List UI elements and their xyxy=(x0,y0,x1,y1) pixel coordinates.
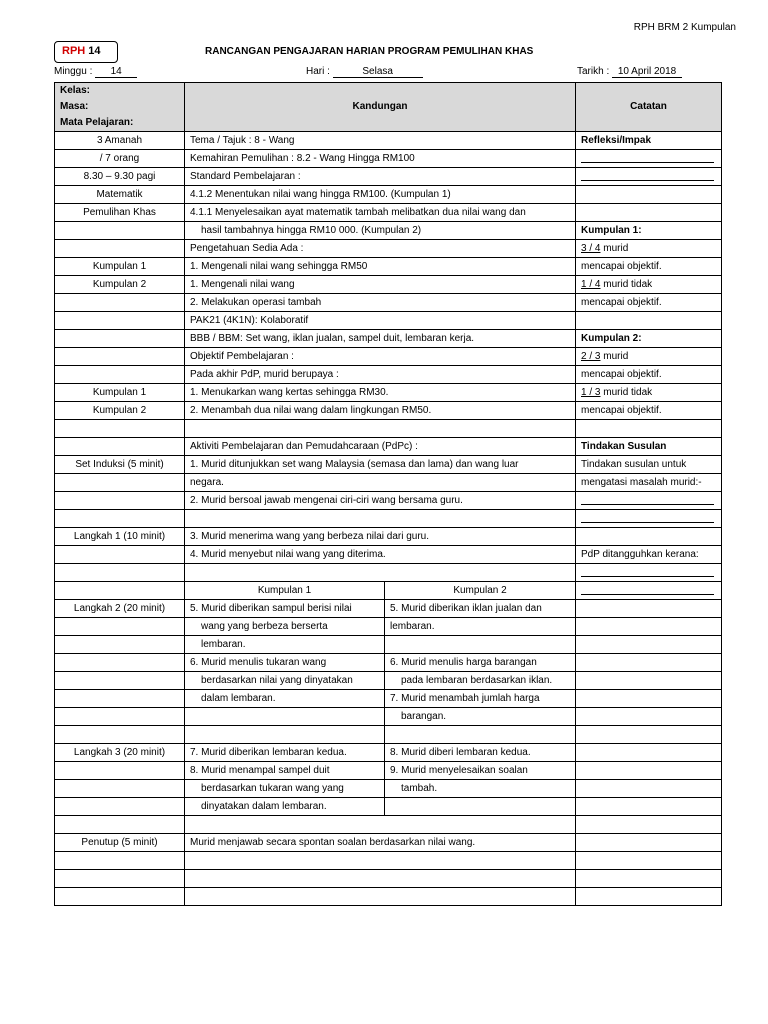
content-cell xyxy=(185,564,576,582)
info-cell: Kumpulan 2 xyxy=(55,276,185,294)
info-cell: Kumpulan 1 xyxy=(55,384,185,402)
group1-cell xyxy=(185,708,385,726)
info-cell: Set Induksi (5 minit) xyxy=(55,456,185,474)
notes-cell xyxy=(576,510,722,528)
table-row xyxy=(55,546,722,564)
notes-cell xyxy=(576,528,722,546)
group2-cell: 6. Murid menulis harga barangan xyxy=(385,654,576,672)
notes-cell xyxy=(576,780,722,798)
info-cell: 8.30 – 9.30 pagi xyxy=(55,168,185,186)
group1-cell: lembaran. xyxy=(185,636,385,654)
table-row xyxy=(55,780,722,798)
notes-cell xyxy=(576,834,722,852)
table-row xyxy=(55,654,722,672)
table-row xyxy=(55,834,722,852)
blank-line xyxy=(581,172,714,181)
notes-cell: mencapai objektif. xyxy=(576,258,722,276)
info-cell xyxy=(55,510,185,528)
group1-cell: dinyatakan dalam lembaran. xyxy=(185,798,385,816)
notes-cell xyxy=(576,618,722,636)
notes-cell xyxy=(576,852,722,870)
content-cell: Objektif Pembelajaran : xyxy=(185,348,576,366)
table-row xyxy=(55,438,722,456)
notes-cell xyxy=(576,420,722,438)
info-cell xyxy=(55,420,185,438)
table-row xyxy=(55,600,722,618)
info-cell: / 7 orang xyxy=(55,150,185,168)
tarikh-value: 10 April 2018 xyxy=(612,66,682,78)
content-cell: Pada akhir PdP, murid berupaya : xyxy=(185,366,576,384)
notes-cell: Refleksi/Impak xyxy=(576,132,722,150)
info-cell: Pemulihan Khas xyxy=(55,204,185,222)
info-cell xyxy=(55,726,185,744)
table-row xyxy=(55,888,722,906)
notes-cell xyxy=(576,312,722,330)
content-cell: Kemahiran Pemulihan : 8.2 - Wang Hingga RM100 xyxy=(185,150,576,168)
notes-text: murid xyxy=(603,242,629,254)
notes-cell xyxy=(576,816,722,834)
table-row xyxy=(55,726,722,744)
hari-value: Selasa xyxy=(333,66,423,78)
group1-cell: 6. Murid menulis tukaran wang xyxy=(185,654,385,672)
notes-cell xyxy=(576,636,722,654)
document-title: RANCANGAN PENGAJARAN HARIAN PROGRAM PEMULIHAN KHAS xyxy=(205,46,534,57)
blank-line xyxy=(581,496,714,505)
notes-text: murid xyxy=(603,350,629,362)
content-cell: PAK21 (4K1N): Kolaboratif xyxy=(185,312,576,330)
info-cell xyxy=(55,672,185,690)
table-row xyxy=(55,852,722,870)
info-cell xyxy=(55,852,185,870)
mata-pelajaran-label: Mata Pelajaran: xyxy=(60,117,134,128)
group1-cell: wang yang berbeza berserta xyxy=(185,618,385,636)
group2-cell xyxy=(385,636,576,654)
table-row xyxy=(55,690,722,708)
group2-cell: 7. Murid menambah jumlah harga xyxy=(385,690,576,708)
table-row xyxy=(55,510,722,528)
group2-cell: 8. Murid diberi lembaran kedua. xyxy=(385,744,576,762)
notes-cell: Tindakan susulan untuk xyxy=(576,456,722,474)
content-cell: 1. Murid ditunjukkan set wang Malaysia (semasa dan lama) dan wang luar xyxy=(185,456,576,474)
document-code: RPH BRM 2 Kumpulan xyxy=(633,22,736,33)
hari-label: Hari : xyxy=(306,66,330,77)
info-cell: Matematik xyxy=(55,186,185,204)
notes-cell xyxy=(576,384,722,402)
notes-cell xyxy=(576,888,722,906)
table-row xyxy=(55,870,722,888)
group2-cell: 9. Murid menyelesaikan soalan xyxy=(385,762,576,780)
info-cell: Langkah 2 (20 minit) xyxy=(55,600,185,618)
notes-cell xyxy=(576,204,722,222)
table-row xyxy=(55,168,722,186)
table-row xyxy=(55,402,722,420)
table-row xyxy=(55,708,722,726)
table-row xyxy=(55,330,722,348)
notes-cell xyxy=(576,672,722,690)
group1-header: Kumpulan 1 xyxy=(185,582,385,600)
content-cell: 1. Menukarkan wang kertas sehingga RM30. xyxy=(185,384,576,402)
content-cell: 2. Melakukan operasi tambah xyxy=(185,294,576,312)
info-cell: Kumpulan 2 xyxy=(55,402,185,420)
table-row xyxy=(55,618,722,636)
table-row xyxy=(55,492,722,510)
table-row xyxy=(55,564,722,582)
info-cell xyxy=(55,564,185,582)
group2-cell: lembaran. xyxy=(385,618,576,636)
masa-label: Masa: xyxy=(60,101,89,112)
notes-cell xyxy=(576,168,722,186)
tarikh-label: Tarikh : xyxy=(577,66,610,77)
notes-cell: mencapai objektif. xyxy=(576,402,722,420)
notes-cell xyxy=(576,492,722,510)
notes-cell xyxy=(576,564,722,582)
notes-cell xyxy=(576,240,722,258)
minggu-value: 14 xyxy=(95,66,137,78)
group1-cell: 5. Murid diberikan sampul berisi nilai xyxy=(185,600,385,618)
info-cell xyxy=(55,690,185,708)
content-cell: Standard Pembelajaran : xyxy=(185,168,576,186)
group2-cell: barangan. xyxy=(385,708,576,726)
notes-cell: PdP ditangguhkan kerana: xyxy=(576,546,722,564)
notes-cell: Kumpulan 1: xyxy=(576,222,722,240)
notes-cell xyxy=(576,762,722,780)
notes-cell: Kumpulan 2: xyxy=(576,330,722,348)
rph-number: 14 xyxy=(88,45,101,57)
notes-cell xyxy=(576,708,722,726)
group1-cell: dalam lembaran. xyxy=(185,690,385,708)
group1-cell: 8. Murid menampal sampel duit xyxy=(185,762,385,780)
info-cell xyxy=(55,348,185,366)
table-row xyxy=(55,348,722,366)
table-row xyxy=(55,150,722,168)
rph-number-box xyxy=(54,41,118,63)
info-cell xyxy=(55,366,185,384)
notes-cell: mengatasi masalah murid:- xyxy=(576,474,722,492)
table-row xyxy=(55,222,722,240)
info-cell xyxy=(55,654,185,672)
tarikh-field xyxy=(577,66,682,78)
notes-cell xyxy=(576,654,722,672)
content-cell: 2. Murid bersoal jawab mengenai ciri-ciri wang bersama guru. xyxy=(185,492,576,510)
info-cell xyxy=(55,870,185,888)
content-cell: 3. Murid menerima wang yang berbeza nilai dari guru. xyxy=(185,528,576,546)
content-cell xyxy=(185,816,576,834)
notes-cell xyxy=(576,798,722,816)
kelas-label: Kelas: xyxy=(60,85,91,96)
table-row xyxy=(55,258,722,276)
table-row xyxy=(55,528,722,546)
group1-cell: berdasarkan nilai yang dinyatakan xyxy=(185,672,385,690)
info-cell xyxy=(55,762,185,780)
notes-cell: mencapai objektif. xyxy=(576,294,722,312)
group2-cell: 5. Murid diberikan iklan jualan dan xyxy=(385,600,576,618)
table-row xyxy=(55,474,722,492)
table-row xyxy=(55,366,722,384)
blank-line xyxy=(581,154,714,163)
info-cell xyxy=(55,546,185,564)
table-row xyxy=(55,816,722,834)
info-cell: Penutup (5 minit) xyxy=(55,834,185,852)
group2-header: Kumpulan 2 xyxy=(385,582,576,600)
info-cell: Langkah 1 (10 minit) xyxy=(55,528,185,546)
blank-line xyxy=(581,568,714,577)
info-cell: Langkah 3 (20 minit) xyxy=(55,744,185,762)
content-cell: 4.1.1 Menyelesaikan ayat matematik tambah melibatkan dua nilai wang dan xyxy=(185,204,576,222)
table-row xyxy=(55,240,722,258)
info-cell xyxy=(55,780,185,798)
table-row xyxy=(55,798,722,816)
notes-cell xyxy=(576,744,722,762)
info-cell xyxy=(55,438,185,456)
group2-cell: tambah. xyxy=(385,780,576,798)
table-row xyxy=(55,186,722,204)
info-cell xyxy=(55,582,185,600)
info-cell xyxy=(55,474,185,492)
notes-cell xyxy=(576,348,722,366)
table-row xyxy=(55,204,722,222)
table-header xyxy=(55,83,722,132)
table-row xyxy=(55,582,722,600)
info-cell xyxy=(55,798,185,816)
table-row xyxy=(55,762,722,780)
info-cell: Kumpulan 1 xyxy=(55,258,185,276)
content-cell: Aktiviti Pembelajaran dan Pemudahcaraan (PdPc) : xyxy=(185,438,576,456)
notes-cell xyxy=(576,690,722,708)
content-cell: 4. Murid menyebut nilai wang yang diterima. xyxy=(185,546,576,564)
content-cell xyxy=(185,870,576,888)
info-cell: 3 Amanah xyxy=(55,132,185,150)
group1-cell xyxy=(185,726,385,744)
notes-text: murid tidak xyxy=(603,278,653,290)
notes-text: murid tidak xyxy=(603,386,653,398)
table-row xyxy=(55,420,722,438)
achievement-ratio: 1 / 3 xyxy=(581,386,601,398)
content-cell xyxy=(185,510,576,528)
content-cell xyxy=(185,888,576,906)
content-cell: hasil tambahnya hingga RM10 000. (Kumpulan 2) xyxy=(185,222,576,240)
content-cell: Murid menjawab secara spontan soalan berdasarkan nilai wang. xyxy=(185,834,576,852)
table-row xyxy=(55,456,722,474)
group1-cell: 7. Murid diberikan lembaran kedua. xyxy=(185,744,385,762)
content-cell: 1. Mengenali nilai wang xyxy=(185,276,576,294)
notes-cell xyxy=(576,150,722,168)
content-cell xyxy=(185,852,576,870)
notes-cell xyxy=(576,276,722,294)
group2-cell xyxy=(385,798,576,816)
notes-cell xyxy=(576,186,722,204)
info-cell xyxy=(55,222,185,240)
table-row xyxy=(55,636,722,654)
info-cell xyxy=(55,888,185,906)
table-row xyxy=(55,132,722,150)
header-info-cell xyxy=(55,83,185,132)
info-cell xyxy=(55,294,185,312)
table-row xyxy=(55,276,722,294)
group1-cell: berdasarkan tukaran wang yang xyxy=(185,780,385,798)
kandungan-header: Kandungan xyxy=(185,83,576,132)
group2-cell xyxy=(385,726,576,744)
table-row xyxy=(55,312,722,330)
notes-cell xyxy=(576,582,722,600)
info-cell xyxy=(55,240,185,258)
content-cell: Tema / Tajuk : 8 - Wang xyxy=(185,132,576,150)
info-cell xyxy=(55,618,185,636)
group2-cell: pada lembaran berdasarkan iklan. xyxy=(385,672,576,690)
blank-line xyxy=(581,586,714,595)
info-cell xyxy=(55,492,185,510)
info-cell xyxy=(55,636,185,654)
content-cell: 2. Menambah dua nilai wang dalam lingkungan RM50. xyxy=(185,402,576,420)
notes-cell xyxy=(576,600,722,618)
lesson-plan-table xyxy=(54,82,722,906)
notes-cell xyxy=(576,726,722,744)
content-cell: 1. Mengenali nilai wang sehingga RM50 xyxy=(185,258,576,276)
table-row xyxy=(55,294,722,312)
blank-line xyxy=(581,514,714,523)
content-cell: 4.1.2 Menentukan nilai wang hingga RM100. (Kumpulan 1) xyxy=(185,186,576,204)
rph-label: RPH xyxy=(62,45,86,57)
notes-cell: Tindakan Susulan xyxy=(576,438,722,456)
achievement-ratio: 1 / 4 xyxy=(581,278,601,290)
minggu-label: Minggu : xyxy=(54,66,93,77)
achievement-ratio: 3 / 4 xyxy=(581,242,601,254)
content-cell: negara. xyxy=(185,474,576,492)
table-row xyxy=(55,672,722,690)
info-cell xyxy=(55,816,185,834)
achievement-ratio: 2 / 3 xyxy=(581,350,601,362)
catatan-header: Catatan xyxy=(576,83,722,132)
notes-cell xyxy=(576,870,722,888)
info-cell xyxy=(55,330,185,348)
hari-field xyxy=(306,66,423,78)
minggu-field xyxy=(54,66,137,78)
info-cell xyxy=(55,312,185,330)
table-row xyxy=(55,384,722,402)
notes-cell: mencapai objektif. xyxy=(576,366,722,384)
content-cell: BBB / BBM: Set wang, iklan jualan, sampel duit, lembaran kerja. xyxy=(185,330,576,348)
content-cell xyxy=(185,420,576,438)
info-cell xyxy=(55,708,185,726)
table-row xyxy=(55,744,722,762)
content-cell: Pengetahuan Sedia Ada : xyxy=(185,240,576,258)
